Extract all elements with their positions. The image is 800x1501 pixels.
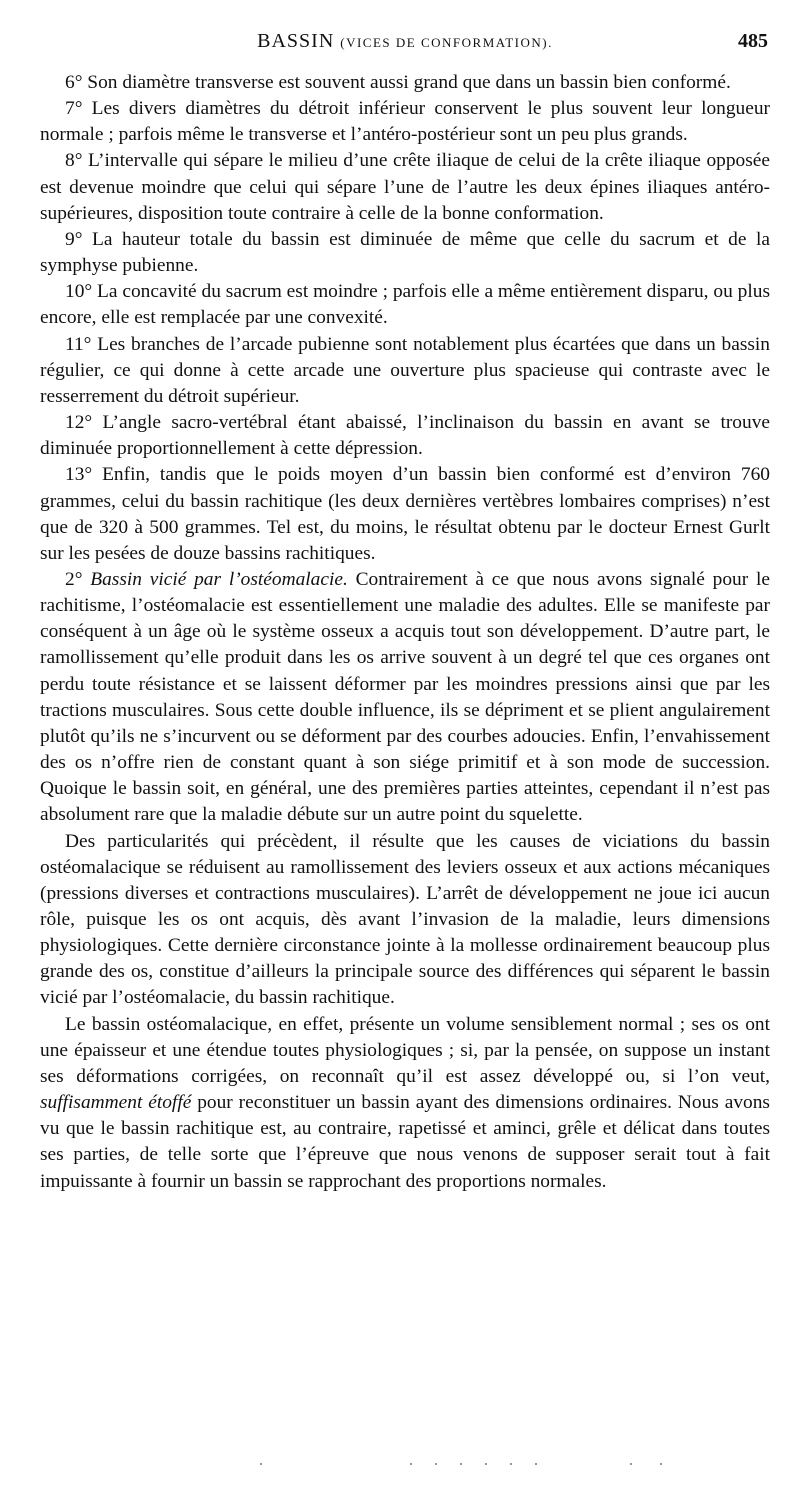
speck: [660, 1463, 662, 1465]
paragraph-11: 11° Les branches de l’arcade pubienne sont notablement plus écartées que dans un bassin régulier, ce qui donne à cette arcade une ouverture plus spacieuse qui contraste avec le resserrement du détroit supérieur.: [40, 333, 770, 407]
speck: [460, 1463, 462, 1465]
speck: [535, 1463, 537, 1465]
header-title: [40, 30, 770, 53]
body-text: [40, 70, 770, 1195]
paragraph-particularites: Des particularités qui précèdent, il résulte que les causes de viciations du bassin ostéomalacique se réduisent au ramollissement des leviers osseux et aux actions mécaniques (pressions diverses et contractions musculaires). L’arrêt de développement ne joue ici aucun rôle, puisque les os ont acquis, dès avant l’invasion de la maladie, leurs dimensions physiologiques. Cette dernière circonstance jointe à la mollesse ordinairement beaucoup plus grande des os, constitue d’ailleurs la principale source des différences qui séparent le bassin vicié par l’ostéomalacie, du bassin rachitique.: [40, 830, 770, 1009]
paragraph-10: 10° La concavité du sacrum est moindre ; parfois elle a même entièrement disparu, ou plus encore, elle est remplacée par une convexité.: [40, 281, 770, 329]
last-before-italic: Le bassin ostéomalacique, en effet, présente un volume sensiblement normal ; ses os ont une épaisseur et une étendue toutes physiologiques ; si, par la pensée, on suppose un instant ses déformations corrigées, on reconnaît qu’il est assez développé ou, si l’on veut,: [40, 1013, 770, 1087]
paragraph-osteomalacie: [40, 567, 770, 829]
paragraph-6: 6° Son diamètre transverse est souvent aussi grand que dans un bassin bien conformé.: [65, 72, 731, 93]
paragraph-13: 13° Enfin, tandis que le poids moyen d’un bassin bien conformé est d’environ 760 grammes, celui du bassin rachitique (les deux dernières vertèbres lombaires comprises) n’est que de 320 à 500 grammes. Tel est, du moins, le résultat obtenu par le docteur Ernest Gurlt sur les pesées de douze bassins rachitiques.: [40, 464, 770, 564]
page-number: 485: [738, 30, 768, 52]
osteo-text: Contrairement à ce que nous avons signalé pour le rachitisme, l’ostéomalacie est essentiellement une maladie des adultes. Elle se manifeste par conséquent à un âge où le système osseux a acquis tout son développement. D’autre part, le ramollissement qu’elle produit dans les os arrive souvent à un degré tel que ces organes ont perdu toute résistance et se laissent déformer par les moindres pressions ainsi que par les tractions musculaires. Sous cette double influence, ils se dépriment et se plient angulairement plutôt qu’ils ne s’incurvent ou se déforment par des courbes adoucies. Enfin, l’envahissement des os n’offre rien de constant quant à son siége primitif et à son mode de succession. Quoique le bassin soit, en général, une des premières parties atteintes, cependant il n’est pas absolument rare que la maladie débute sur un autre point du squelette.: [40, 568, 770, 826]
header-title-sub: (VICES DE CONFORMATION).: [340, 35, 553, 50]
paragraph-8: 8° L’intervalle qui sépare le milieu d’une crête iliaque de celui de la crête iliaque opposée est devenue moindre que celui qui sépare l’une de l’autre les deux épines iliaques antéro-supérieures, disposition toute contraire à celle de la bonne conformation.: [40, 150, 770, 224]
paragraph-12: 12° L’angle sacro-vertébral étant abaissé, l’inclinaison du bassin en avant se trouve diminuée proportionnellement à cette dépression.: [40, 412, 770, 460]
header-title-main: BASSIN: [257, 30, 335, 52]
speck: [260, 1463, 262, 1465]
paragraph-7: 7° Les divers diamètres du détroit inférieur conservent le plus souvent leur longueur normale ; parfois même le transverse et l’antéro-postérieur sont un peu plus grands.: [40, 98, 770, 146]
last-after-italic: pour reconstituer un bassin ayant des dimensions ordinaires. Nous avons vu que le bassin rachitique est, au contraire, rapetissé et aminci, grêle et délicat dans toutes ses parties, de telle sorte que l’épreuve que nous venons de supposer serait tout à fait impuissante à fournir un bassin se rapprochant des proportions normales.: [40, 1092, 770, 1192]
osteo-number: 2°: [65, 568, 83, 590]
speck: [485, 1463, 487, 1465]
speck: [410, 1463, 412, 1465]
running-header: [40, 30, 770, 60]
speck: [435, 1463, 437, 1465]
speck: [630, 1463, 632, 1465]
paragraph-9: 9° La hauteur totale du bassin est diminuée de même que celle du sacrum et de la symphyse pubienne.: [40, 228, 770, 277]
speck: [510, 1463, 512, 1465]
last-italic: suffisamment étoffé: [40, 1092, 192, 1114]
paragraph-bassin-osteomalacique: [40, 1012, 770, 1195]
osteo-italic-title: Bassin vicié par l’ostéomalacie.: [90, 568, 348, 590]
footer-print-specks: [250, 1458, 670, 1468]
